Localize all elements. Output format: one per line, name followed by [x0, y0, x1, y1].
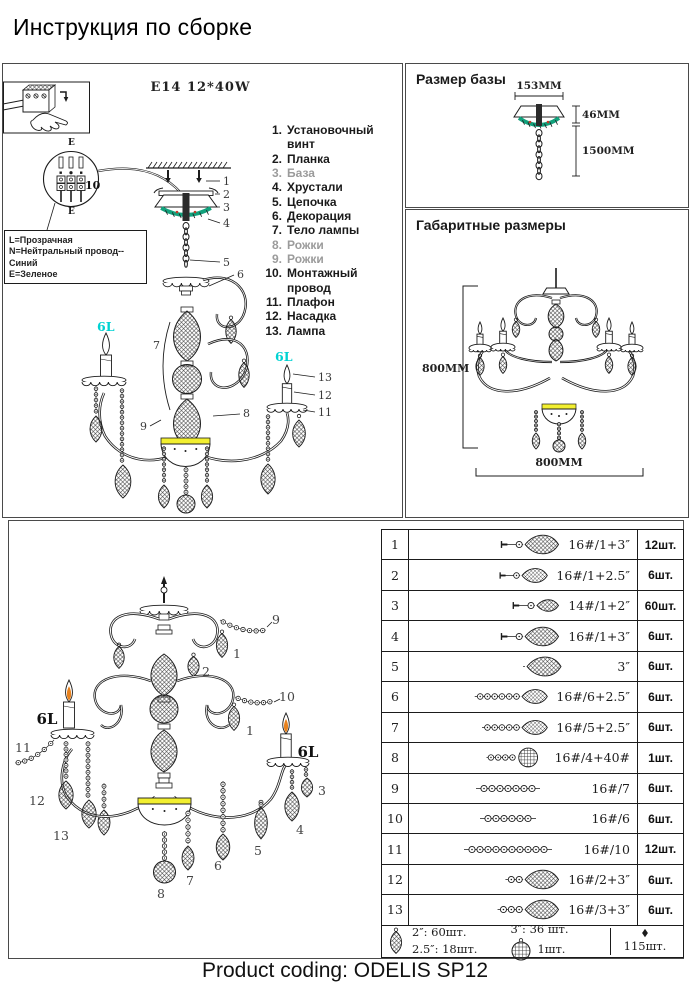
part-label: Установочный винт [287, 123, 374, 152]
part-label: Рожки [287, 237, 324, 252]
row-spec-cell [409, 652, 638, 681]
parts-list-item [261, 180, 401, 194]
wire-note-line-l: L=Прозрачная [9, 235, 73, 245]
row-spec: 16#/1+2.5″ [556, 567, 630, 583]
svg-text:1: 1 [246, 723, 254, 738]
svg-text:1: 1 [233, 646, 241, 661]
part-number: 5. [271, 194, 282, 209]
svg-text:6: 6 [214, 858, 222, 873]
svg-text:13: 13 [53, 828, 69, 843]
exploded-chandelier-diagram [9, 573, 349, 953]
row-quantity: 60шт. [644, 598, 677, 613]
summary-ball: 1шт. [537, 942, 566, 957]
summary-2-5in: 2.5″: 18шт. [412, 942, 478, 957]
svg-text:5: 5 [254, 843, 262, 858]
svg-text:9: 9 [140, 420, 147, 433]
svg-text:1500MM: 1500MM [582, 145, 635, 157]
row-spec-cell [409, 621, 638, 650]
row-spec-cell [409, 591, 638, 620]
crystal-pendant-icon [413, 531, 568, 558]
row-number: 2 [382, 560, 409, 589]
svg-text:12: 12 [318, 389, 332, 402]
row-number: 5 [382, 652, 409, 681]
svg-text:8: 8 [157, 886, 165, 901]
part-label: Плафон [287, 295, 335, 310]
part-number: 2. [271, 151, 282, 166]
lamp-spec-label: E14 12*40W [150, 80, 251, 95]
svg-text:12: 12 [29, 793, 45, 808]
crystal-pendant-icon [413, 562, 556, 589]
summary-bead-count: 115шт. [623, 938, 667, 953]
parts-list-item [261, 195, 401, 209]
table-row [382, 621, 683, 651]
parts-breakdown-panel [8, 520, 684, 959]
table-row [382, 804, 683, 834]
table-row [382, 865, 683, 895]
row-spec: 16#/2+3″ [568, 872, 630, 888]
summary-small-drops [386, 924, 510, 959]
row-spec: 16#/10 [583, 841, 630, 857]
summary-large-drops [510, 921, 610, 962]
bead-chain-ball-icon [413, 744, 555, 771]
svg-text:6L: 6L [297, 743, 319, 761]
svg-text:6: 6 [237, 268, 244, 281]
row-spec-cell [409, 682, 638, 711]
row-quantity: 6шт. [648, 629, 673, 644]
row-number: 3 [382, 591, 409, 620]
row-quantity: 6шт. [648, 781, 673, 796]
part-label: Лампа [287, 323, 326, 338]
table-row [382, 652, 683, 682]
svg-text:5: 5 [223, 256, 230, 269]
bead-chain-icon [413, 805, 571, 832]
row-spec: 16#/1+3″ [568, 628, 630, 644]
crystal-pendant-icon [413, 592, 568, 619]
parts-list-item [261, 238, 401, 252]
table-row [382, 560, 683, 590]
bead-chain-pendant-icon [413, 714, 556, 741]
svg-text:13: 13 [318, 371, 332, 384]
crystal-drop-icon [413, 653, 571, 680]
crystal-pendant-icon [413, 623, 568, 650]
bead-chain-icon [413, 775, 571, 802]
svg-text:9: 9 [272, 612, 280, 627]
base-size-diagram [406, 64, 686, 205]
svg-text:800MM: 800MM [422, 362, 470, 375]
row-spec-cell [409, 834, 638, 863]
row-spec-cell [409, 560, 638, 589]
svg-text:7: 7 [186, 873, 194, 888]
part-label: Хрустали [287, 180, 343, 195]
row-number: 7 [382, 713, 409, 742]
part-number: 1. [271, 123, 282, 137]
summary-2in: 2″: 60шт. [412, 925, 467, 940]
row-quantity: 6шт. [648, 568, 673, 583]
row-quantity: 1шт. [648, 750, 673, 765]
assembly-panel [2, 63, 403, 518]
bead-chain-pendant-icon [413, 866, 568, 893]
parts-list-item [261, 166, 401, 180]
part-number: 4. [271, 180, 282, 195]
part-label: Цепочка [287, 194, 337, 209]
summary-3in: 3″: 36 шт. [510, 921, 569, 936]
table-row [382, 834, 683, 864]
row-number: 9 [382, 774, 409, 803]
row-spec-cell [409, 530, 638, 559]
part-label: Планка [287, 151, 330, 166]
part-label: База [287, 166, 315, 181]
row-number: 6 [382, 682, 409, 711]
row-spec: 16#/6+2.5″ [556, 689, 630, 705]
small-bead-icon [640, 928, 650, 938]
parts-list-item [261, 266, 401, 295]
row-number: 11 [382, 834, 409, 863]
row-number: 10 [382, 804, 409, 833]
part-number: 11. [265, 295, 282, 310]
bead-chain-pendant-icon [413, 683, 556, 710]
parts-list-item [261, 309, 401, 323]
row-quantity: 12шт. [644, 537, 677, 552]
overall-size-title: Габаритные размеры [416, 217, 566, 233]
row-number: 13 [382, 895, 409, 924]
svg-text:153MM: 153MM [516, 80, 562, 92]
crystal-drop-icon [386, 926, 406, 956]
row-quantity: 6шт. [648, 720, 673, 735]
row-number: 8 [382, 743, 409, 772]
summary-beads [610, 928, 679, 955]
parts-list [261, 123, 401, 338]
row-quantity: 12шт. [644, 842, 677, 857]
page-title: Инструкция по сборке [13, 14, 253, 40]
table-row [382, 743, 683, 773]
part-label: Тело лампы [287, 223, 360, 238]
row-number: 1 [382, 530, 409, 559]
row-spec-cell [409, 743, 638, 772]
row-spec: 14#/1+2″ [568, 598, 630, 614]
svg-text:2: 2 [223, 188, 230, 201]
row-spec-cell [409, 804, 638, 833]
row-number: 4 [382, 621, 409, 650]
part-number: 12. [265, 309, 282, 324]
bead-chain-pendant-icon [413, 896, 568, 923]
part-number: 3. [271, 166, 282, 181]
row-spec-cell [409, 865, 638, 894]
svg-text:800MM: 800MM [535, 456, 583, 469]
table-row [382, 591, 683, 621]
svg-text:2: 2 [202, 664, 210, 679]
parts-table [381, 529, 684, 958]
row-spec: 16#/6 [591, 811, 630, 827]
table-summary-row [382, 921, 683, 957]
overall-size-panel [405, 209, 689, 518]
table-row [382, 774, 683, 804]
svg-text:10: 10 [279, 689, 295, 704]
row-spec: 16#/3+3″ [568, 902, 630, 918]
row-spec: 16#/1+3″ [568, 537, 630, 553]
table-row [382, 713, 683, 743]
svg-text:46MM: 46MM [582, 109, 620, 121]
svg-text:E: E [68, 138, 75, 148]
svg-text:8: 8 [243, 407, 250, 420]
svg-text:3: 3 [223, 201, 230, 214]
svg-text:11: 11 [15, 740, 31, 755]
parts-list-item [261, 123, 401, 152]
parts-list-item [261, 324, 401, 338]
table-row [382, 530, 683, 560]
part-number: 10. [265, 266, 282, 281]
part-number: 7. [271, 223, 282, 238]
svg-text:4: 4 [223, 217, 230, 230]
part-label: Монтажный провод [287, 266, 358, 295]
parts-list-item [261, 223, 401, 237]
row-quantity: 6шт. [648, 902, 673, 917]
wire-note-line-e: E=Зеленое [9, 268, 58, 279]
row-spec: 16#/5+2.5″ [556, 719, 630, 735]
overall-size-diagram [406, 210, 686, 515]
base-size-panel [405, 63, 689, 208]
svg-text:10: 10 [85, 179, 101, 192]
row-quantity: 6шт. [648, 689, 673, 704]
row-quantity: 6шт. [648, 811, 673, 826]
row-number: 12 [382, 865, 409, 894]
row-spec: 16#/4+40# [554, 750, 630, 766]
part-number: 6. [271, 209, 282, 224]
part-label: Декорация [287, 209, 352, 224]
product-coding: Product coding: ODELIS SP12 [202, 959, 488, 982]
wire-color-note [4, 230, 147, 284]
row-spec: 3″ [617, 658, 630, 674]
part-number: 9. [271, 252, 282, 267]
svg-text:6L: 6L [36, 710, 58, 728]
base-size-title: Размер базы [416, 71, 506, 87]
parts-list-item [261, 209, 401, 223]
part-number: 8. [271, 237, 282, 252]
wire-note-line-n: N=Нейтральный провод--Синий [9, 246, 125, 268]
svg-text:1: 1 [223, 175, 230, 188]
part-label: Рожки [287, 252, 324, 267]
svg-text:7: 7 [153, 339, 160, 352]
svg-text:4: 4 [296, 822, 304, 837]
row-spec: 16#/7 [591, 780, 630, 796]
row-quantity: 6шт. [648, 659, 673, 674]
svg-text:3: 3 [318, 783, 326, 798]
part-label: Насадка [287, 309, 337, 324]
svg-text:E: E [68, 207, 75, 217]
parts-list-item [261, 252, 401, 266]
parts-list-item [261, 295, 401, 309]
row-spec-cell [409, 713, 638, 742]
table-row [382, 682, 683, 712]
svg-text:6L: 6L [275, 349, 293, 364]
svg-text:6L: 6L [97, 319, 115, 334]
part-number: 13. [265, 323, 282, 338]
parts-list-item [261, 152, 401, 166]
row-spec-cell [409, 774, 638, 803]
row-quantity: 6шт. [648, 872, 673, 887]
bead-chain-icon [413, 836, 571, 863]
svg-text:11: 11 [318, 406, 332, 419]
